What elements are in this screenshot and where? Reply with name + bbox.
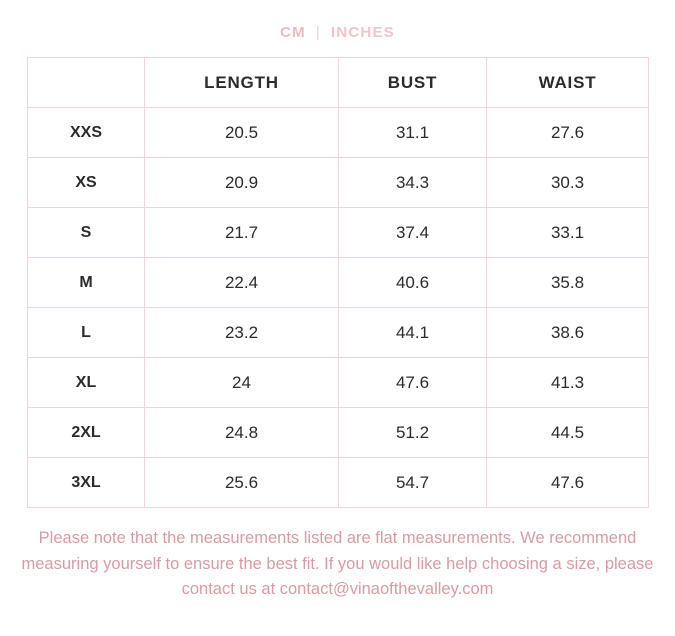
cell-size: M <box>28 258 145 308</box>
unit-option-inches[interactable]: INCHES <box>330 24 395 41</box>
cell-length: 25.6 <box>145 458 339 508</box>
cell-size: L <box>28 308 145 358</box>
cell-length: 20.9 <box>145 158 339 208</box>
header-cell-waist: WAIST <box>487 58 649 108</box>
table-row <box>28 358 649 408</box>
table-row <box>28 258 649 308</box>
cell-bust: 44.1 <box>339 308 487 358</box>
cell-bust: 37.4 <box>339 208 487 258</box>
cell-length: 24 <box>145 358 339 408</box>
cell-waist: 35.8 <box>487 258 649 308</box>
cell-waist: 30.3 <box>487 158 649 208</box>
cell-size: 2XL <box>28 408 145 458</box>
size-chart-table-wrap <box>27 57 648 508</box>
table-row <box>28 158 649 208</box>
cell-size: XL <box>28 358 145 408</box>
cell-waist: 44.5 <box>487 408 649 458</box>
table-row <box>28 308 649 358</box>
cell-bust: 34.3 <box>339 158 487 208</box>
cell-waist: 27.6 <box>487 108 649 158</box>
cell-bust: 51.2 <box>339 408 487 458</box>
header-cell-corner <box>28 58 145 108</box>
cell-bust: 31.1 <box>339 108 487 158</box>
cell-bust: 47.6 <box>339 358 487 408</box>
cell-length: 21.7 <box>145 208 339 258</box>
header-cell-bust: BUST <box>339 58 487 108</box>
cell-length: 23.2 <box>145 308 339 358</box>
cell-size: XXS <box>28 108 145 158</box>
cell-length: 24.8 <box>145 408 339 458</box>
cell-length: 22.4 <box>145 258 339 308</box>
table-row <box>28 108 649 158</box>
header-cell-length: LENGTH <box>145 58 339 108</box>
cell-size: XS <box>28 158 145 208</box>
table-row <box>28 458 649 508</box>
cell-waist: 33.1 <box>487 208 649 258</box>
table-body <box>28 108 649 508</box>
table-row <box>28 208 649 258</box>
unit-separator: | <box>315 24 321 41</box>
unit-option-cm[interactable]: CM <box>280 24 306 41</box>
measurement-note: Please note that the measurements listed are flat measurements. We recommend measuring yourself to ensure the best fit. If you would like help choosing a size, please contact us at contact@vinaofthevalley.com <box>21 529 654 599</box>
cell-size: S <box>28 208 145 258</box>
cell-waist: 38.6 <box>487 308 649 358</box>
table-row <box>28 408 649 458</box>
cell-waist: 47.6 <box>487 458 649 508</box>
cell-bust: 54.7 <box>339 458 487 508</box>
size-chart-table <box>27 57 649 508</box>
cell-bust: 40.6 <box>339 258 487 308</box>
unit-toggle[interactable] <box>280 24 395 41</box>
table-header <box>28 58 649 108</box>
cell-waist: 41.3 <box>487 358 649 408</box>
cell-length: 20.5 <box>145 108 339 158</box>
cell-size: 3XL <box>28 458 145 508</box>
header-row <box>28 58 649 108</box>
